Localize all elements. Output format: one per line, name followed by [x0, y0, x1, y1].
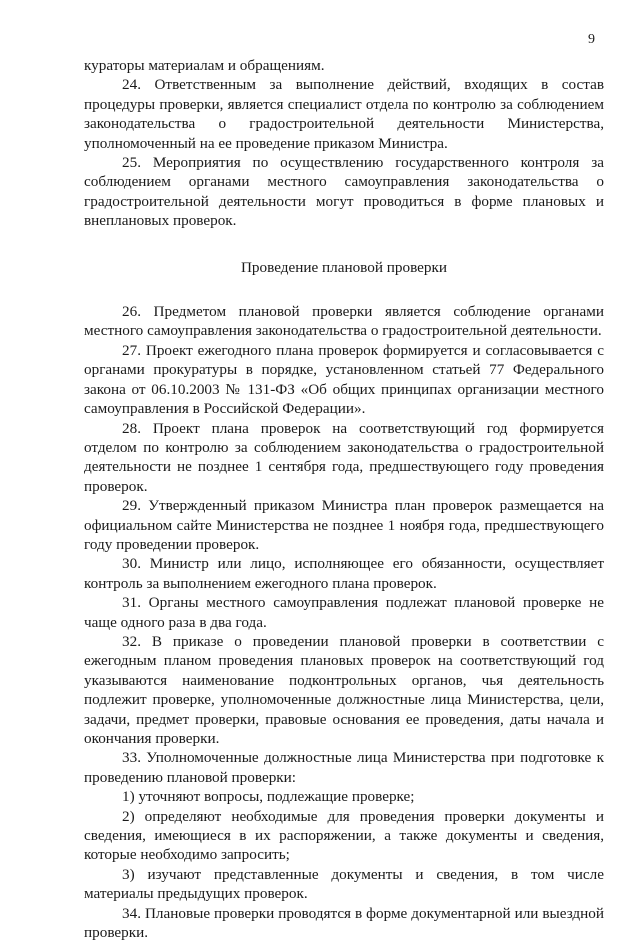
paragraph-24: 24. Ответственным за выполнение действий, входящих в состав процедуры проверки, является специалист отдела по контролю за соблюдением законодательства о градостроительной деятельности Министерства, уполномоченный на ее проведение приказом Министра. [84, 76, 604, 152]
paragraph-continuation: кураторы материалам и обращениям. [84, 57, 325, 74]
paragraph-33: 33. Уполномоченные должностные лица Министерства при подготовке к проведению плановой проверки: [84, 749, 604, 786]
list-item-2: 2) определяют необходимые для проведения проверки документы и сведения, имеющиеся в их распоряжении, а также документы и сведения, которые необходимо запросить; [84, 807, 604, 864]
page-number: 9 [588, 32, 595, 47]
list-item-3: 3) изучают представленные документы и сведения, в том числе материалы предыдущих проверок. [84, 865, 604, 903]
paragraph-30: 30. Министр или лицо, исполняющее его обязанности, осуществляет контроль за выполнением ежегодного плана проверок. [84, 555, 604, 592]
paragraph-29: 29. Утвержденный приказом Министра план проверок размещается на официальном сайте Министерства не позднее 1 ноября года, предшествующего году проведении проверок. [84, 497, 604, 553]
paragraph-28: 28. Проект плана проверок на соответствующий год формируется отделом по контролю за соблюдением законодательства о градостроительной деятельности не позднее 1 сентября года, предшествующего году проведения проверок. [84, 419, 604, 495]
paragraph-26: 26. Предметом плановой проверки является соблюдение органами местного самоуправления законодательства о градостроительной деятельности. [84, 303, 604, 340]
list-item-1: 1) уточняют вопросы, подлежащие проверке; [122, 788, 415, 806]
paragraph-34: 34. Плановые проверки проводятся в форме документарной или выездной проверки. [84, 904, 604, 942]
paragraph-25: 25. Мероприятия по осуществлению государственного контроля за соблюдением органами местного самоуправления законодательства о градостроительной деятельности могут проводиться в форме плановых и внеплановых проверок. [84, 154, 604, 230]
document-body [84, 56, 604, 942]
paragraph-27: 27. Проект ежегодного плана проверок формируется и согласовывается с органами прокуратуры в порядке, установленном статьей 77 Федерального закона от 06.10.2003 № 131-ФЗ «Об общих принципах организации местного самоуправления в Российской Федерации». [84, 341, 604, 418]
paragraph-32: 32. В приказе о проведении плановой проверки в соответствии с ежегодным планом проведения плановых проверок на соответствующий год указываются наименование подконтрольных органов, чья деятельность подлежит проверке, уполномоченные должностные лица Министерства, цели, задачи, предмет проверки, правовые основания ее проведения, даты начала и окончания проверки. [84, 632, 604, 747]
section-heading: Проведение плановой проверки [240, 258, 448, 276]
paragraph-31: 31. Органы местного самоуправления подлежат плановой проверке не чаще одного раза в два года. [84, 594, 604, 631]
